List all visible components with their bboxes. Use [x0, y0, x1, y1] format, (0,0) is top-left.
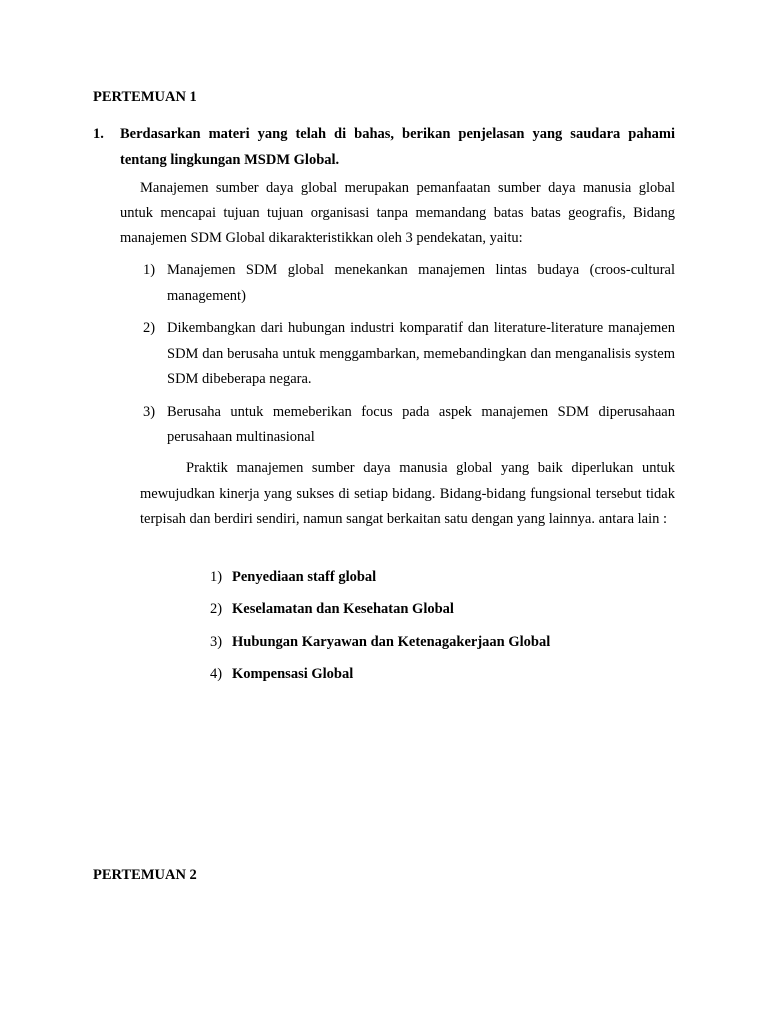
- list-item: [140, 630, 675, 655]
- list-item: [140, 565, 675, 590]
- list-item-text: Hubungan Karyawan dan Ketenagakerjaan Global: [232, 633, 551, 650]
- list-item-number: 3): [210, 633, 223, 650]
- paragraph-practice: Praktik manajemen sumber daya manusia global yang baik diperlukan untuk mewujudkan kinerja yang sukses di setiap bidang. Bidang-bidang fungsional tersebut tidak terpisah dan berdiri sendiri, namun sangat berkaitan satu dengan yang lainnya. antara lain :: [140, 460, 675, 527]
- list-item-text: Berusaha untuk memeberikan focus pada aspek manajemen SDM diperusahaan perusahaan multinasional: [167, 403, 675, 445]
- question-number: 1.: [93, 126, 104, 142]
- list-item: [120, 400, 675, 451]
- list-item-text: Manajemen SDM global menekankan manajemen lintas budaya (croos-cultural management): [167, 262, 675, 304]
- functions-list: [140, 565, 675, 694]
- question-text: Berdasarkan materi yang telah di bahas, berikan penjelasan yang saudara pahami tentang lingkungan MSDM Global.: [120, 126, 675, 168]
- list-item: [120, 316, 675, 393]
- approaches-list: [120, 258, 675, 458]
- section-heading-pertemuan-1: PERTEMUAN 1: [93, 89, 197, 105]
- list-item: [140, 597, 675, 622]
- list-item-number: 2): [210, 601, 223, 618]
- list-item-number: 2): [143, 320, 156, 336]
- list-item-text: Dikembangkan dari hubungan industri komparatif dan literature-literature manajemen SDM dan berusaha untuk menggambarkan, memebandingkan dan menganalisis system SDM dibeberapa negara.: [167, 320, 675, 387]
- list-item-number: 1): [143, 262, 156, 278]
- list-item-text: Kompensasi Global: [232, 665, 354, 682]
- question-1: [93, 121, 675, 173]
- list-item-number: 1): [210, 569, 223, 585]
- list-item-number: 4): [210, 665, 223, 682]
- paragraph-definition: Manajemen sumber daya global merupakan pemanfaatan sumber daya manusia global untuk mencapai tujuan tujuan organisasi tanpa memandang batas batas geografis, Bidang manajemen SDM Global dikarakteristikkan oleh 3 pendekatan, yaitu:: [120, 180, 675, 246]
- list-item: [120, 258, 675, 309]
- list-item-text: Keselamatan dan Kesehatan Global: [232, 601, 454, 618]
- section-heading-pertemuan-2: PERTEMUAN 2: [93, 867, 197, 883]
- list-item-number: 3): [143, 403, 156, 420]
- list-item-text: Penyediaan staff global: [232, 569, 377, 585]
- list-item: [140, 662, 675, 687]
